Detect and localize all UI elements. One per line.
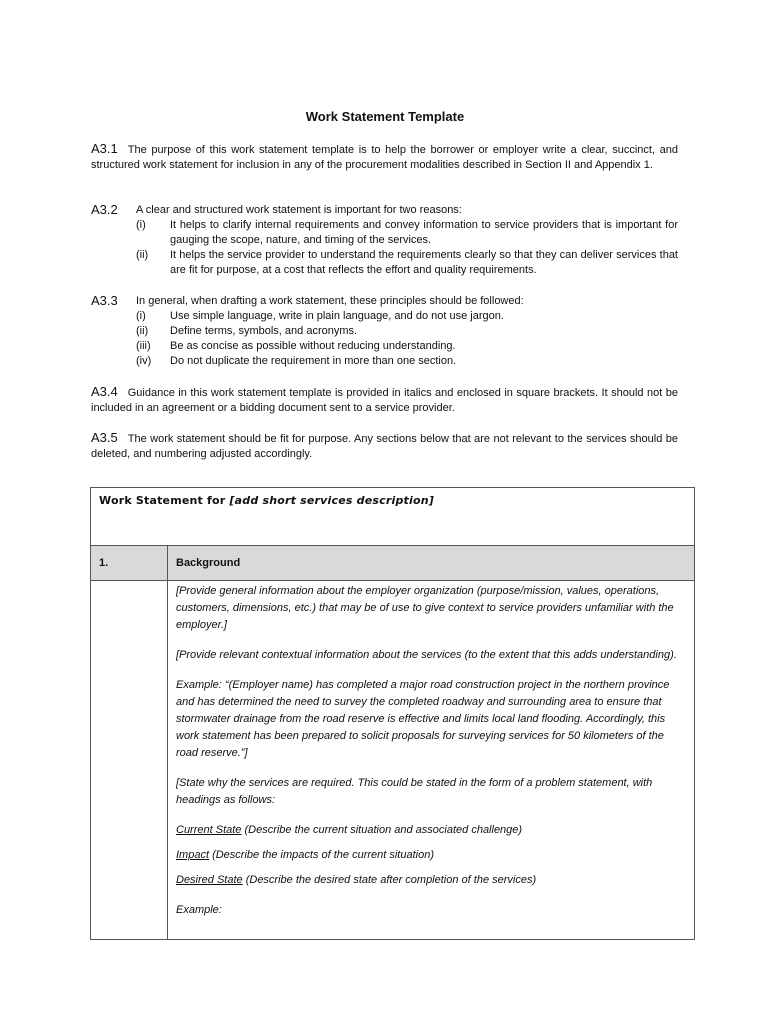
work-statement-table <box>90 487 695 940</box>
section-content <box>168 581 695 940</box>
heading-desc: (Describe the current situation and associated challenge) <box>241 824 523 836</box>
document-title: Work Statement Template <box>305 109 465 124</box>
list-text: It helps to clarify internal requirements and convey information to service providers that is important for gauging the scope, nature, and timing of the services. <box>170 219 678 246</box>
heading-label: Current State <box>176 824 242 836</box>
list-marker: (ii) <box>136 325 149 337</box>
section-title: Background <box>168 546 695 581</box>
paragraph-number: A3.2 <box>91 202 118 217</box>
heading-desc: (Describe the desired state after completion of the services) <box>242 874 537 886</box>
paragraph-a3-1 <box>91 141 678 173</box>
paragraph-text: The work statement should be fit for purpose. Any sections below that are not relevant to the services should be deleted, and numbering adjusted accordingly. <box>91 433 678 460</box>
problem-heading-desired <box>176 872 686 889</box>
empty-number-cell <box>91 581 168 940</box>
list-text: Use simple language, write in plain language, and do not use jargon. <box>170 310 504 322</box>
section-heading-row <box>91 546 695 581</box>
paragraph-number: A3.1 <box>91 141 118 156</box>
paragraph-text: The purpose of this work statement template is to help the borrower or employer write a clear, succinct, and structured work statement for inclusion in any of the procurement modalities described in Section II and Appendix 1. <box>91 144 678 171</box>
list-text: Be as concise as possible without reducing understanding. <box>170 340 456 352</box>
paragraph-text: A clear and structured work statement is important for two reasons: <box>136 204 462 216</box>
paragraph-text: In general, when drafting a work statement, these principles should be followed: <box>136 295 524 307</box>
list-marker: (iii) <box>136 340 151 352</box>
paragraph-a3-4 <box>91 384 678 416</box>
header-placeholder: [add short services description] <box>229 494 434 507</box>
heading-label: Impact <box>176 849 210 861</box>
problem-heading-current <box>176 822 686 839</box>
paragraph-a3-5 <box>91 430 678 462</box>
paragraph-number: A3.4 <box>91 384 118 399</box>
list-text: It helps the service provider to understand the requirements clearly so that they can deliver services that are fit for purpose, at a cost that reflects the effort and quality requirements. <box>170 249 678 276</box>
paragraph-number: A3.3 <box>91 293 118 308</box>
heading-label: Desired State <box>176 874 243 886</box>
example-paragraph: Example: “(Employer name) has completed a major road construction project in the northern province and has determined the need to survey the completed roadway and surrounding area to ensure that stormwater drainage from the road reserve is effective and limits local land flooding. Accordingly, this work statement has been prepared to solicit proposals for surveying services for 50 kilometers of the road reserve.”] <box>176 679 670 759</box>
list-text: Do not duplicate the requirement in more than one section. <box>170 355 457 367</box>
section-content-row <box>91 581 695 940</box>
problem-heading-impact <box>176 847 686 864</box>
list-marker: (i) <box>136 310 146 322</box>
table-header-row <box>91 488 695 546</box>
heading-desc: (Describe the impacts of the current situation) <box>209 849 434 861</box>
list-marker: (i) <box>136 219 146 231</box>
guidance-paragraph: [State why the services are required. This could be stated in the form of a problem statement, with headings as follows: <box>176 777 653 806</box>
list-text: Define terms, symbols, and acronyms. <box>170 325 358 337</box>
table-header-cell <box>91 488 695 546</box>
paragraph-number: A3.5 <box>91 430 118 445</box>
guidance-paragraph: [Provide relevant contextual information about the services (to the extent that this adds understanding). <box>176 649 677 661</box>
example-label: Example: <box>176 904 222 916</box>
list-marker: (iv) <box>136 355 152 367</box>
guidance-paragraph: [Provide general information about the employer organization (purpose/mission, values, operations, customers, dimensions, etc.) that may be of use to give context to service providers unfamiliar with the employer.] <box>176 585 674 631</box>
paragraph-text: Guidance in this work statement template is provided in italics and enclosed in square brackets. It should not be included in an agreement or a bidding document sent to a service provider. <box>91 387 678 414</box>
list-marker: (ii) <box>136 249 149 261</box>
section-number: 1. <box>91 546 168 581</box>
header-prefix: Work Statement for <box>99 494 230 507</box>
